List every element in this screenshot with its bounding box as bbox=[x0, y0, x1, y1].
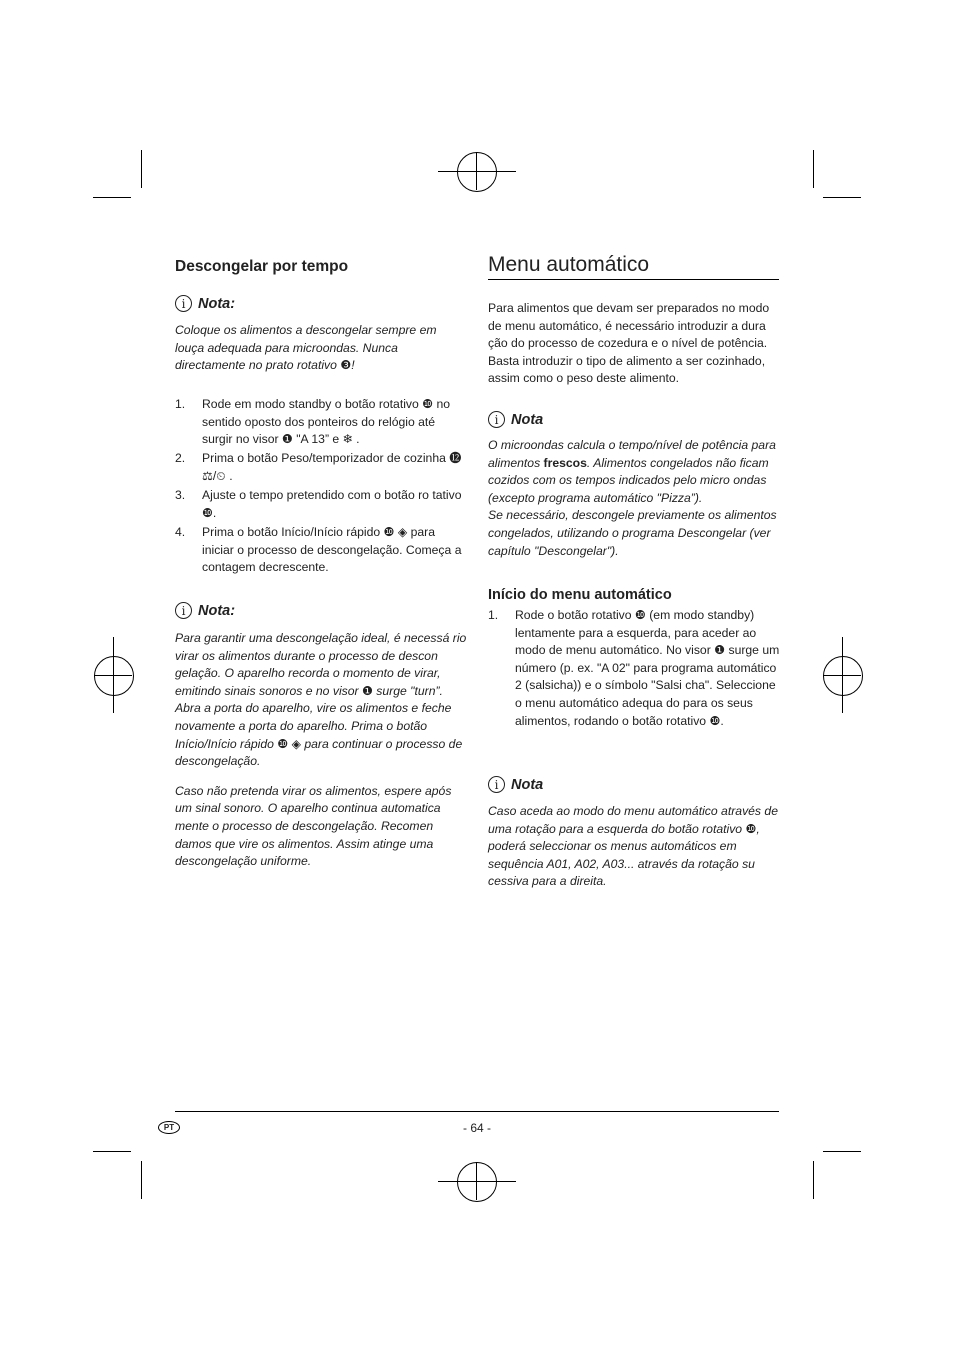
page-number: - 64 - bbox=[462, 1121, 491, 1135]
info-icon: i bbox=[488, 411, 505, 428]
note-title: i Nota: bbox=[175, 602, 235, 619]
note-text: Coloque os alimentos a descongelar sempre em louça adequada para microondas. Nunca directamente no prato rotativo ❸! bbox=[175, 323, 437, 373]
footer-rule bbox=[175, 1111, 779, 1112]
crop-mark bbox=[93, 197, 131, 198]
list-item: 3. Ajuste o tempo pretendido com o botão ro tativo ❿. bbox=[175, 488, 462, 520]
section-heading: Descongelar por tempo bbox=[175, 258, 349, 275]
info-icon: i bbox=[488, 776, 505, 793]
subheading: Início do menu automático bbox=[488, 587, 672, 603]
page-title: Menu automático bbox=[488, 253, 779, 280]
steps-list bbox=[175, 396, 467, 578]
note-title: i Nota: bbox=[175, 295, 235, 312]
list-item: 1. Rode em modo standby o botão rotativo ❿ no sentido oposto dos ponteiros do relógio até surgir no visor ❶ "A 13” e ❄ . bbox=[175, 397, 451, 447]
intro-paragraph: Para alimentos que devam ser preparados no modo de menu automático, é necessário introduzir a dura ção do processo de cozedura e o nível de potência. Basta introduzir o tipo de alimento a ser cozinhado, assim como o peso deste alimento. bbox=[488, 301, 770, 386]
note-text: Para garantir uma descongelação ideal, é necessá rio virar os alimentos durante o processo de descon gelação. O aparelho recorda o momento de virar, emitindo sinais sonoros e no visor ❶ surge "turn”. Abra a porta do aparelho, vire os alimentos e feche novamente a porta do aparelho. Prima o botão Início/Início rápido ❿ ◈ para continuar o processo de descongelação. Caso não pretenda virar os alimentos, espere após um sinal sonoro. O aparelho continua automatica mente o processo de descongelação. Recomen damos que vire os alimentos. Assim atinge uma descongelação uniforme. bbox=[175, 631, 467, 869]
note-text: O microondas calcula o tempo/nível de potência para alimentos frescos. Alimentos congelados não ficam cozidos com os tempos indicados pelo micro ondas (excepto programa automático "Pizza”). Se necessário, descongele previamente os alimentos congelados, utilizando o programa Descongelar (ver capítulo "Descongelar"). bbox=[488, 438, 777, 558]
crop-mark bbox=[813, 1161, 814, 1199]
list-item: 4. Prima o botão Início/Início rápido ❿ ◈ para iniciar o processo de descongelação. Começa a contagem decrescente. bbox=[175, 524, 462, 575]
crop-mark bbox=[141, 1161, 142, 1199]
list-item: 2. Prima o botão Peso/temporizador de cozinha ⓬ ⚖/⏲ . bbox=[175, 451, 462, 483]
language-badge: PT bbox=[158, 1121, 180, 1134]
info-icon: i bbox=[175, 602, 192, 619]
crop-mark bbox=[93, 1151, 131, 1152]
note-title: i Nota bbox=[488, 776, 543, 793]
note-title: i Nota bbox=[488, 411, 543, 428]
note-text: Caso aceda ao modo do menu automático através de uma rotação para a esquerda do botão rotativo ❿, poderá seleccionar os menus automáticos em sequência A01, A02, A03... através da rotação su cessiva para a direita. bbox=[488, 804, 778, 889]
crop-mark bbox=[823, 1151, 861, 1152]
crop-mark bbox=[813, 150, 814, 188]
steps-list bbox=[488, 607, 780, 732]
list-item: 1. Rode o botão rotativo ❿ (em modo standby) lentamente para a esquerda, para aceder ao modo de menu automático. No visor ❶ surge um número (p. ex. "A 02" para programa automático 2 (salsicha)) e o símbolo "Salsi cha". Seleccione o menu automático adequa do para os seus alimentos, rodando o botão rotativo ❿. bbox=[488, 608, 780, 728]
info-icon: i bbox=[175, 295, 192, 312]
crop-mark bbox=[141, 150, 142, 188]
crop-mark bbox=[823, 197, 861, 198]
